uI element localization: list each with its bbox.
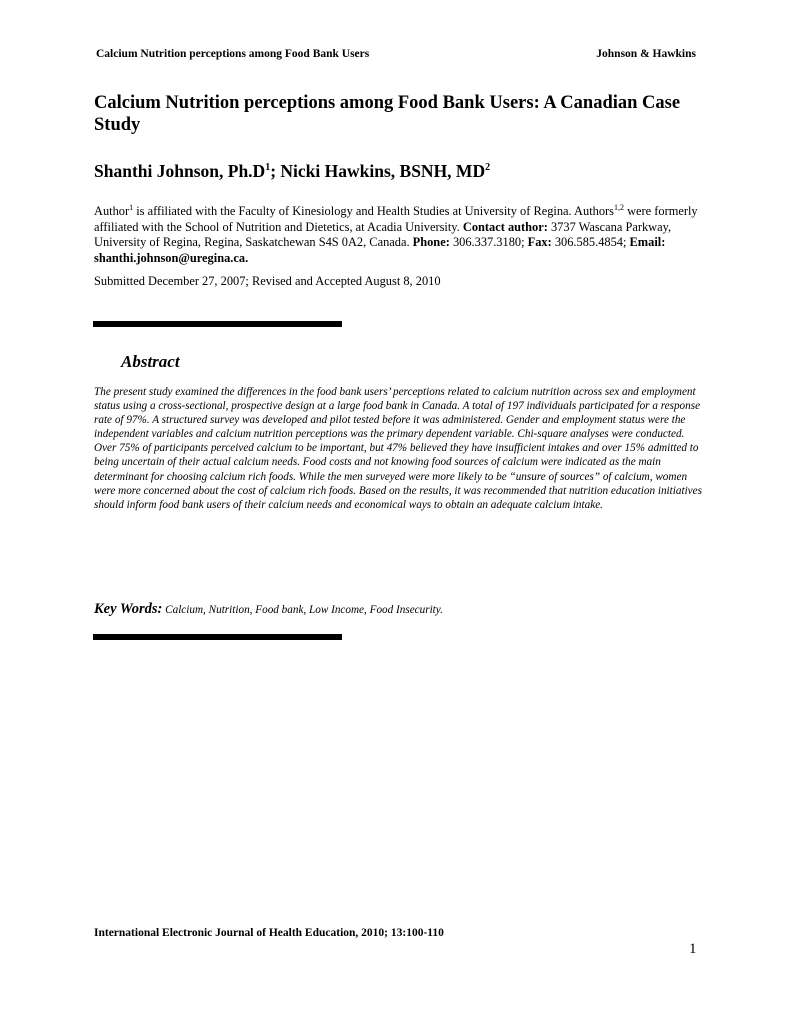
journal-citation-footer: International Electronic Journal of Health Education, 2010; 13:100-110 [94,927,444,939]
phone-label: Phone: [412,235,450,249]
running-header-authors: Johnson & Hawkins [596,48,696,60]
phone-value: 306.337.3180; [449,235,528,249]
author-line [94,160,694,182]
running-header-title: Calcium Nutrition perceptions among Food Bank Users [96,48,370,60]
affiliation-text-2: is affiliated with the Faculty of Kinesiology and Health Studies at University of Regina. Authors [133,204,614,218]
keywords-label: Key Words: [94,601,163,617]
contact-address: 3737 Wascana Parkway, University of Regina, Regina, Saskatchewan S4S 0A2, Canada. [94,219,672,249]
affiliation-superscript-1: 1 [129,203,134,212]
author-separator: ; [270,161,281,181]
author-1-name: Shanthi Johnson, Ph.D [94,161,266,181]
author-2-superscript: 2 [485,162,491,173]
running-header [96,48,696,64]
author-1-superscript: 1 [265,162,271,173]
submission-dates: Submitted December 27, 2007; Revised and Accepted August 8, 2010 [94,274,441,288]
section-divider-bottom [93,634,342,640]
section-divider-top [93,321,342,327]
page-number: 1 [689,941,697,957]
author-2-name: Nicki Hawkins, BSNH, MD [280,161,486,181]
keywords-line [94,601,694,618]
fax-label: Fax: [527,235,552,249]
contact-label: Contact author: [462,219,548,234]
email-label: Email: [629,235,666,249]
affiliation-paragraph [94,204,704,266]
affiliation-superscript-2: 1,2 [613,203,624,212]
abstract-body: The present study examined the differences in the food bank users’ perceptions related to calcium nutrition across sex and employment status using a cross-sectional, prospective design at a large food bank in Canada. A total of 197 individuals participated for a response rate of 97%. A structured survey was developed and pilot tested before it was administered. Gender and employment status were the independent variables and calcium nutrition perceptions was the primary dependent variable. Chi-square analyses were conducted. Over 75% of participants perceived calcium to be important, but 47% believed they have insufficient intakes and over 15% admitted to being uncertain of their actual calcium needs. Food costs and not knowing food sources of calcium were indicated as the main determinant for choosing calcium rich foods. While the men surveyed were more likely to be “unsure of sources” of calcium, women were more concerned about the cost of calcium rich foods. Based on the results, it was recommended that nutrition education initiatives should inform food bank users of their calcium needs and economical ways to obtain an adequate calcium intake. [94,386,702,511]
fax-value: 306.585.4854; [551,235,630,249]
keywords-list: Calcium, Nutrition, Food bank, Low Income, Food Insecurity. [162,604,443,616]
email-address: shanthi.johnson@uregina.ca. [94,250,249,265]
abstract-heading: Abstract [121,352,180,371]
paper-title: Calcium Nutrition perceptions among Food Bank Users: A Canadian Case Study [94,93,681,135]
affiliation-text-3: were formerly affiliated with the School of Nutrition and Dietetics, at Acadia University. [94,204,698,234]
affiliation-text-1: Author [94,204,130,218]
